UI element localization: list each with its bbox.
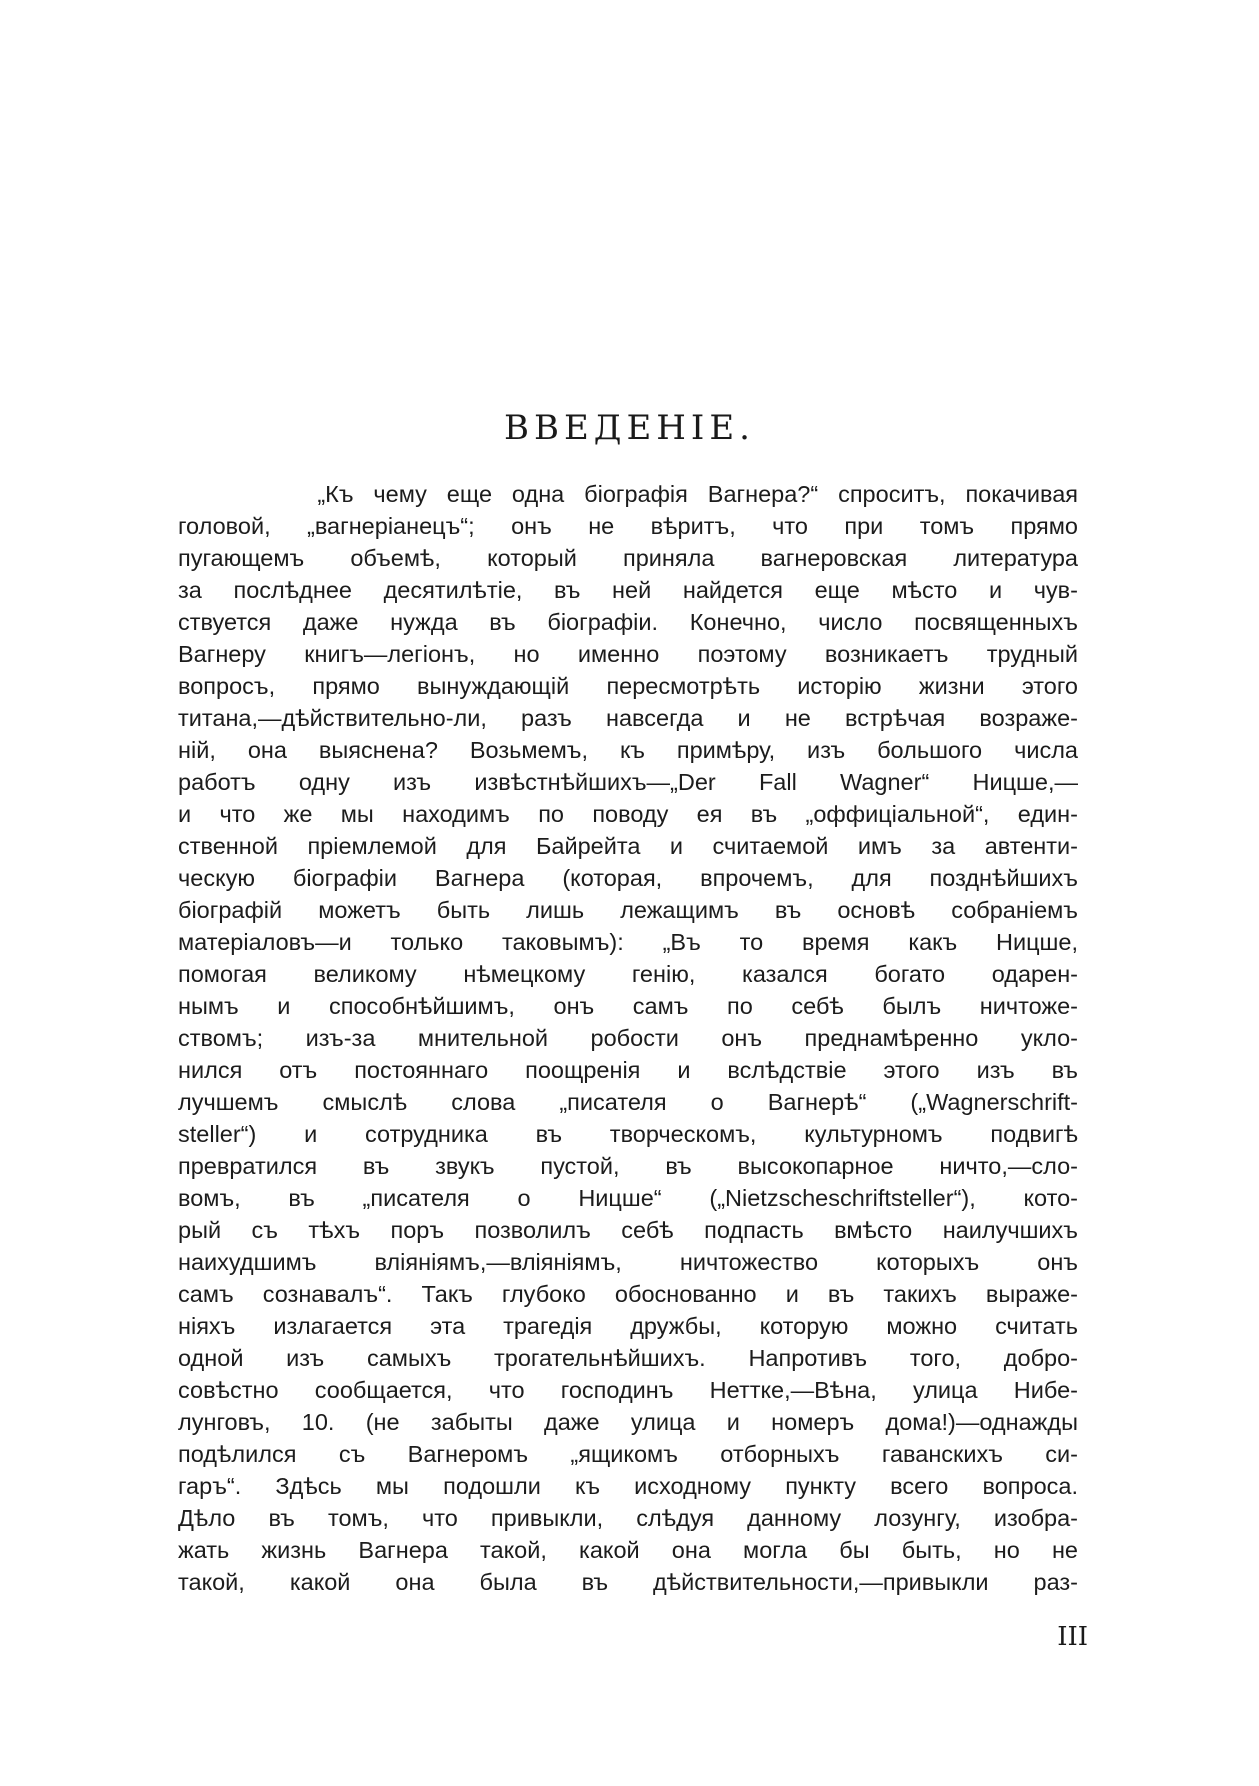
chapter-title: ВВЕДЕНІЕ. (504, 408, 755, 448)
text-line: за послѣднее десятилѣтіе, въ ней найдется еще мѣсто и чув- (178, 577, 1078, 603)
text-line: лунговъ, 10. (не забыты даже улица и номеръ дома!)—однажды (178, 1409, 1078, 1435)
body-text (178, 478, 1078, 1598)
text-line: Вагнеру книгъ—легіонъ, но именно поэтому возникаетъ трудный (178, 641, 1078, 667)
text-line: одной изъ самыхъ трогательнѣйшихъ. Напротивъ того, добро- (178, 1345, 1078, 1371)
text-line: наихудшимъ вліяніямъ,—вліяніямъ, ничтожество которыхъ онъ (178, 1249, 1078, 1275)
text-line: ческую біографіи Вагнера (которая, впрочемъ, для позднѣйшихъ (178, 865, 1078, 891)
text-line: Дѣло въ томъ, что привыкли, слѣдуя данному лозунгу, изобра- (178, 1505, 1078, 1531)
text-line: вомъ, въ „писателя о Ницше“ („Nietzscheschriftsteller“), кото- (178, 1185, 1078, 1211)
text-line: вопросъ, прямо вынуждающій пересмотрѣть исторію жизни этого (178, 673, 1078, 699)
text-line: нился отъ постояннаго поощренія и вслѣдствіе этого изъ въ (178, 1057, 1078, 1083)
text-line: ственной пріемлемой для Байрейта и считаемой имъ за автенти- (178, 833, 1078, 859)
text-line: совѣстно сообщается, что господинъ Неттке,—Вѣна, улица Нибе- (178, 1377, 1078, 1403)
text-line: такой, какой она была въ дѣйствительности,—привыкли раз- (178, 1569, 1078, 1595)
text-line: нымъ и способнѣйшимъ, онъ самъ по себѣ былъ ничтоже- (178, 993, 1078, 1019)
text-line: „Къ чему еще одна біографія Вагнера?“ спроситъ, покачивая (178, 481, 1078, 507)
text-line: біографій можетъ быть лишь лежащимъ въ основѣ собраніемъ (178, 897, 1078, 923)
text-line: превратился въ звукъ пустой, въ высокопарное ничто,—сло- (178, 1153, 1078, 1179)
text-line: рый съ тѣхъ поръ позволилъ себѣ подпасть вмѣсто наилучшихъ (178, 1217, 1078, 1243)
text-line: головой, „вагнеріанецъ“; онъ не вѣритъ, что при томъ прямо (178, 513, 1078, 539)
text-line: и что же мы находимъ по поводу ея въ „оффиціальной“, един- (178, 801, 1078, 827)
text-line: лучшемъ смыслѣ слова „писателя о Вагнерѣ“ („Wagnerschrift- (178, 1089, 1078, 1115)
text-line: steller“) и сотрудника въ творческомъ, культурномъ подвигѣ (178, 1121, 1078, 1147)
text-line: самъ сознавалъ“. Такъ глубоко обоснованно и въ такихъ выраже- (178, 1281, 1078, 1307)
text-line: ній, она выяснена? Возьмемъ, къ примѣру, изъ большого числа (178, 737, 1078, 763)
text-line: помогая великому нѣмецкому генію, казался богато одарен- (178, 961, 1078, 987)
text-line: работъ одну изъ извѣстнѣйшихъ—„Der Fall Wagner“ Ницше,— (178, 769, 1078, 795)
text-line: жать жизнь Вагнера такой, какой она могла бы быть, но не (178, 1537, 1078, 1563)
text-line: ніяхъ излагается эта трагедія дружбы, которую можно считать (178, 1313, 1078, 1339)
text-line: ствуется даже нужда въ біографіи. Конечно, число посвященныхъ (178, 609, 1078, 635)
text-line: пугающемъ объемѣ, который приняла вагнеровская литература (178, 545, 1078, 571)
page-number: III (1057, 1622, 1088, 1652)
text-line: матеріаловъ—и только таковымъ): „Въ то время какъ Ницше, (178, 929, 1078, 955)
text-line: гаръ“. Здѣсь мы подошли къ исходному пункту всего вопроса. (178, 1473, 1078, 1499)
text-line: подѣлился съ Вагнеромъ „ящикомъ отборныхъ гаванскихъ си- (178, 1441, 1078, 1467)
text-line: титана,—дѣйствительно-ли, разъ навсегда и не встрѣчая возраже- (178, 705, 1078, 731)
text-line: ствомъ; изъ-за мнительной робости онъ преднамѣренно укло- (178, 1025, 1078, 1051)
